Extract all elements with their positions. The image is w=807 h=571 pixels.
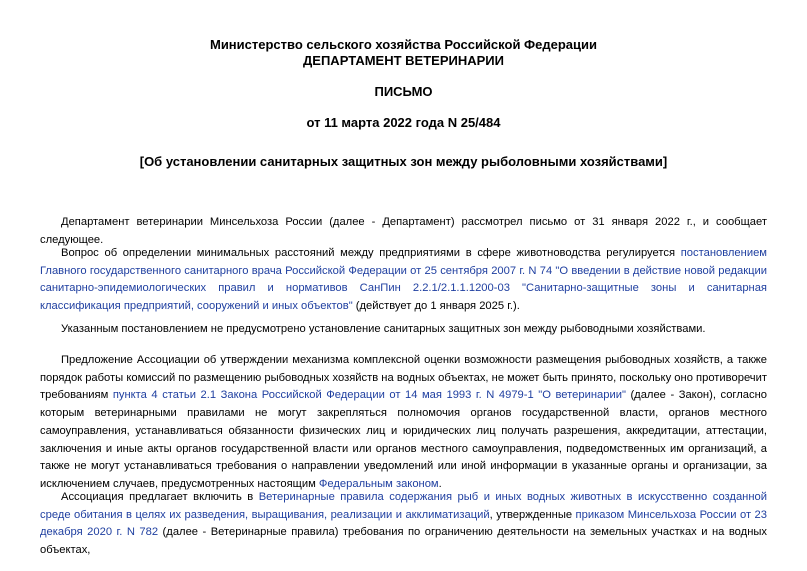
paragraph-1: Департамент ветеринарии Минсельхоза России (далее - Департамент) рассмотрел письмо от 31 января 2022 г., и сообщает следующее.	[40, 216, 767, 246]
department-heading: ДЕПАРТАМЕНТ ВЕТЕРИНАРИИ	[303, 53, 504, 68]
paragraph-2	[40, 245, 767, 316]
ministry-order-link[interactable]: приказом Минсельхоза России от 23 декабря 2020 г. N 782	[40, 508, 767, 539]
document-type-heading: ПИСЬМО	[374, 84, 433, 99]
sanpin-resolution-link[interactable]: постановлением Главного государственного санитарного врача Российской Федерации от 25 сентября 2007 г. N 74 "О введении в действие новой редакции санитарно-эпидемиологических правил и нормативов СанПин 2.2.1/2.1.1.1200-03 "Санитарно-защитные зоны и санитарная классификация предприятий, сооружений и иных объектов"	[40, 247, 767, 313]
paragraph-4	[40, 352, 767, 494]
ministry-heading: Министерство сельского хозяйства Российской Федерации	[209, 37, 597, 52]
paragraph-5-text-c: (далее - Ветеринарные правила) требования по ограничению деятельности на земельных участках и на водных объектах,	[40, 526, 768, 557]
paragraph-5-text-b: , утвержденные	[489, 508, 576, 521]
paragraph-2-text-b: (действует до 1 января 2025 г.).	[352, 300, 520, 313]
paragraph-5-text-a: Ассоциация предлагает включить в	[61, 491, 259, 503]
paragraph-2-text-a: Вопрос об определении минимальных расстояний между предприятиями в сфере животноводства регулируется	[61, 247, 681, 259]
paragraph-4-text-b: (далее - Закон), согласно которым ветеринарными правилами не могут закрепляться полномочия органов государственной власти, органов местного самоуправления, устанавливаться обязанности физических лиц и юридических лиц получать разрешения, аккредитации, аттестации, заключения и иные акты органов государственной власти или органов местного самоуправления, подведомственных им организаций, а также не могут устанавливаться требования о направлении уведомлений или иной информации в указанные органы и организации, за исключением случаев, предусмотренных настоящим	[40, 389, 767, 490]
paragraph-5	[40, 489, 767, 560]
veterinary-rules-link[interactable]: Ветеринарные правила содержания рыб и иных водных животных в искусственно созданной среде обитания в целях их разведения, выращивания, реализации и акклиматизаций	[40, 491, 768, 521]
document-subject: [Об установлении санитарных защитных зон между рыболовными хозяйствами]	[139, 154, 668, 169]
federal-law-link[interactable]: Федеральным законом	[318, 477, 439, 490]
veterinary-law-link[interactable]: пункта 4 статьи 2.1 Закона Российской Федерации от 14 мая 1993 г. N 4979-1 "О ветеринарии"	[112, 389, 626, 402]
document-date-number: от 11 марта 2022 года N 25/484	[306, 115, 501, 130]
paragraph-4-text-c: .	[438, 477, 442, 490]
paragraph-3: Указанным постановлением не предусмотрено установление санитарных защитных зон между рыбоводными хозяйствами.	[61, 323, 706, 335]
paragraph-4-text-a: Предложение Ассоциации об утверждении механизма комплексной оценки возможности размещения рыбоводных хозяйств, а также порядок работы комиссий по размещению рыбоводных хозяйств на водных объектах, не может быть принято, поскольку оно противоречит требованиям	[40, 354, 767, 402]
